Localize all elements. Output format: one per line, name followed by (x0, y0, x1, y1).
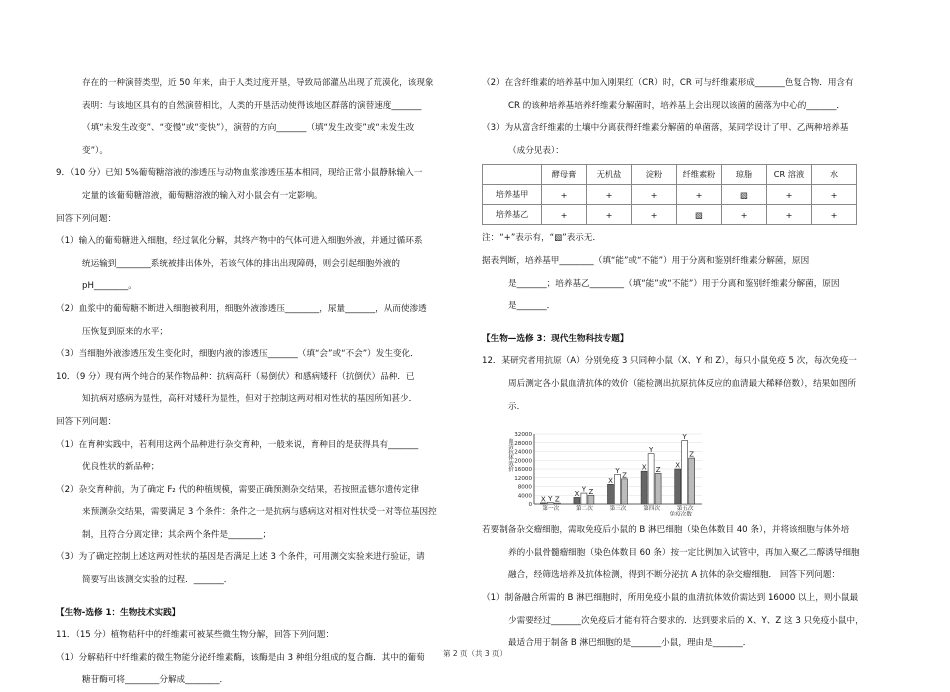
table-cell: + (767, 205, 812, 225)
table-cell: + (677, 185, 722, 205)
text-line: （2）杂交育种前，为了确定 F₂ 代的种植规模，需要正确预测杂交结果，若按照孟德尔遗传定律 (56, 484, 420, 495)
question-12-text (482, 227, 896, 418)
bar-label: X (641, 463, 647, 472)
section-heading: 【生物—选修 3：现代生物科技专题】 (482, 333, 629, 344)
table-cell: 培养基甲 (483, 185, 542, 205)
y-tick-label: 4000 (517, 493, 532, 500)
bar-label: X (540, 495, 546, 504)
bar-z (588, 495, 594, 504)
y-tick-label: 12000 (514, 475, 532, 482)
table-row (483, 185, 857, 205)
text-line: 最适合用于制备 B 淋巴细胞的是_______小鼠，理由是_______． (508, 638, 752, 649)
bar-label: Y (682, 433, 687, 442)
text-line: 表明：与该地区具有的自然演替相比，人类的开垦活动使得该地区群落的演替速度_______ (82, 100, 422, 111)
table-header-cell: 水 (812, 165, 857, 185)
table-cell: 培养基乙 (483, 205, 542, 225)
table-header-cell: 淀粉 (632, 165, 677, 185)
x-tick-label: 第三次 (609, 506, 627, 513)
table-cell: + (587, 185, 632, 205)
text-line: （1）在育种实践中，若利用这两个品种进行杂交育种，一般来说，育种目的是获得具有_______ (56, 439, 419, 450)
text-line: 示． (508, 401, 526, 412)
table-header-cell: CR 溶液 (767, 165, 812, 185)
text-line: 知抗病对感病为显性，高秆对矮秆为显性，但对于控制这两对相对性状的基因所知甚少． (82, 394, 418, 405)
table-cell: + (587, 205, 632, 225)
table-cell: + (812, 185, 857, 205)
y-tick-label: 0 (528, 502, 532, 509)
bar-x (574, 498, 580, 505)
table-cell: ▧ (722, 185, 767, 205)
text-line: 回答下列问题： (56, 213, 117, 224)
table-cell: + (542, 185, 587, 205)
text-line: 存在的一种演替类型，近 50 年来，由于人类过度开垦，导致局部灌丛出现了荒漠化，该现象 (82, 78, 434, 88)
text-line: 是_______． (508, 301, 556, 312)
x-axis-label: 免疫次数 (669, 512, 692, 517)
left-column (56, 72, 470, 692)
text-line: （成分见表）： (508, 145, 564, 156)
text-line: （3）为了确定控制上述这两对性状的基因是否满足上述 3 个条件，可用测交实验来进行验证，请 (56, 552, 425, 563)
question-11-continued (482, 72, 896, 162)
text-line: 若要制备杂交瘤细胞，需取免疫后小鼠的 B 淋巴细胞（染色体数目 40 条），并将该细胞与体外培 (482, 525, 850, 536)
bar-label: X (675, 461, 681, 470)
x-tick-label: 第四次 (643, 506, 660, 513)
text-line: 变”）。 (82, 145, 108, 156)
bar-z (689, 458, 695, 504)
table-header-row (483, 165, 857, 185)
y-tick-label: 8000 (517, 484, 532, 491)
text-line: 周后测定各小鼠血清抗体的效价（能检测出抗原抗体反应的血清最大稀释倍数），结果如图所 (508, 378, 857, 389)
table-header-cell: 纤维素粉 (677, 165, 722, 185)
x-tick-label: 第二次 (576, 506, 593, 513)
bar-label: Z (689, 450, 695, 459)
text-line: 来预测杂交结果，需要满足 3 个条件：条件之一是抗病与感病这对相对性状受一对等位基因控 (82, 507, 437, 518)
chart-svg (504, 420, 714, 516)
text-line: 养的小鼠骨髓瘤细胞（染色体数目 60 条）按一定比例加入试管中，再加入聚乙二醇诱导细胞 (508, 547, 860, 558)
right-column (482, 72, 896, 655)
x-tick-label: 第五次 (676, 506, 694, 513)
text-line: （1）制备融合所需的 B 淋巴细胞时，所用免疫小鼠的血清抗体效价需达到 16000 以上，则小鼠最 (482, 592, 859, 603)
bar-label: Z (622, 471, 627, 480)
table-cell: + (722, 205, 767, 225)
text-line: （2）血浆中的葡萄糖不断进入细胞被利用，细胞外液渗透压________，尿量_______，从而使渗透 (56, 303, 427, 314)
bar-x (675, 469, 681, 504)
bar-x (608, 484, 614, 504)
table-cell: ▧ (677, 205, 722, 225)
bar-label: Y (648, 446, 654, 455)
table-header-cell: 酵母膏 (542, 165, 587, 185)
section-gap (56, 592, 470, 602)
bar-label: Y (581, 485, 587, 494)
bar-label: Z (655, 466, 661, 474)
antibody-titer-chart (504, 420, 896, 519)
text-line: 少需要经过_______次免疫后才能有符合要求的．达到要求后的 X、Y、Z 这 3 只免疫小鼠中， (508, 615, 864, 626)
bar-z (622, 479, 628, 504)
text-line: CR 的该种培养基培养纤维素分解菌时，培养基上会出现以该菌的菌落为中心的_______． (508, 100, 845, 111)
page-footer: 第 2 页（共 3 页） (442, 649, 508, 658)
table-cell: + (632, 205, 677, 225)
bar-z (655, 474, 661, 505)
bar-label: X (608, 476, 613, 485)
text-line: 定量的该葡萄糖溶液，葡萄糖溶液的输入对小鼠会有一定影响。 (82, 190, 323, 201)
y-tick-label: 16000 (514, 467, 532, 474)
text-line: pH________。 (82, 281, 137, 292)
table-row (483, 205, 857, 225)
bar-label: Y (548, 495, 553, 504)
bar-label: Z (554, 495, 560, 504)
text-line: （填“未发生改变”、“变慢”或“变快”），演替的方向_______（填“发生改变”或“未发生改 (82, 123, 415, 134)
y-axis-label: 血清抗体效价 (507, 438, 513, 472)
text-line: 注：“+”表示有，“▧”表示无． (482, 233, 602, 244)
x-tick-label: 第一次 (542, 506, 560, 513)
bar-y (648, 454, 654, 504)
text-line: 制，且符合分离定律；其余两个条件是________； (82, 529, 272, 540)
table-header-cell (483, 165, 542, 185)
table-cell: + (812, 205, 857, 225)
bar-y (682, 441, 688, 504)
table-header-cell: 无机盐 (587, 165, 632, 185)
y-tick-label: 24000 (514, 449, 532, 456)
text-line: 10．（9 分）现有两个纯合的某作物品种：抗病高秆（易倒伏）和感病矮秆（抗倒伏）品种．已 (56, 371, 415, 382)
section-gap (482, 318, 896, 328)
y-tick-label: 20000 (514, 458, 532, 465)
text-line: 回答下列问题： (56, 416, 117, 427)
text-line: 9．（10 分）已知 5%葡萄糖溶液的渗透压与动物血浆渗透压基本相同，现给正常小鼠静脉输入一 (56, 168, 423, 179)
text-line: 融合，经筛选培养及抗体检测，得到不断分泌抗 A 抗体的杂交瘤细胞． 回答下列问题： (508, 570, 841, 581)
table-cell: + (632, 185, 677, 205)
bar-label: Z (588, 487, 594, 496)
text-line: （3）当细胞外液渗透压发生变化时，细胞内液的渗透压_______（填“会”或“不会”）发生变化． (56, 349, 419, 360)
y-tick-label: 32000 (514, 432, 532, 439)
section-heading: 【生物-选修 1：生物技术实践】 (56, 607, 181, 618)
bar-y (581, 493, 587, 504)
table-cell: + (542, 205, 587, 225)
text-line: 是_______；培养基乙________（填“能”或“不能”）用于分离和鉴别纤维素分解菌，原因 (508, 278, 840, 289)
y-tick-label: 28000 (514, 440, 532, 447)
bar-label: Y (615, 467, 620, 476)
text-line: （3）为从富含纤维素的土壤中分离获得纤维素分解菌的单菌落，某同学设计了甲、乙两种培养基 (482, 123, 849, 134)
text-line: （1）输入的葡萄糖进入细胞，经过氧化分解，其终产物中的气体可进入细胞外液，并通过循环系 (56, 236, 423, 247)
table-header-cell: 琼脂 (722, 165, 767, 185)
table-cell: + (767, 185, 812, 205)
question-12-continued (482, 519, 896, 655)
text-line: 12．某研究者用抗原（A）分别免疫 3 只同种小鼠（X、Y 和 Z），每只小鼠免疫 5 次，每次免疫一 (482, 356, 857, 367)
culture-medium-table (482, 164, 857, 225)
bar-y (615, 475, 621, 505)
text-line: 据表判断，培养基甲________（填“能”或“不能”）用于分离和鉴别纤维素分解菌，原因 (482, 255, 810, 266)
text-line: 优良性状的新品种； (82, 462, 160, 473)
text-line: （1）分解秸秆中纤维素的微生物能分泌纤维素酶，该酶是由 3 种组分组成的复合酶．其中的葡萄 (56, 652, 425, 663)
text-line: （2）在含纤维素的培养基中加入刚果红（CR）时，CR 可与纤维素形成_______色复合物．用含有 (482, 78, 854, 88)
bar-label: X (574, 490, 580, 499)
bar-x (641, 471, 647, 504)
text-line: 糖苷酶可将________分解成________． (82, 675, 229, 686)
text-line: 压恢复到原来的水平； (82, 326, 168, 337)
text-line: 简要写出该测交实验的过程．_______． (82, 575, 233, 586)
text-line: 11．（15 分）植物秸秆中的纤维素可被某些微生物分解，回答下列问题： (56, 630, 335, 641)
text-line: 统运输到________系统被排出体外，若该气体的排出出现障碍，则会引起细胞外液的 (82, 258, 400, 269)
